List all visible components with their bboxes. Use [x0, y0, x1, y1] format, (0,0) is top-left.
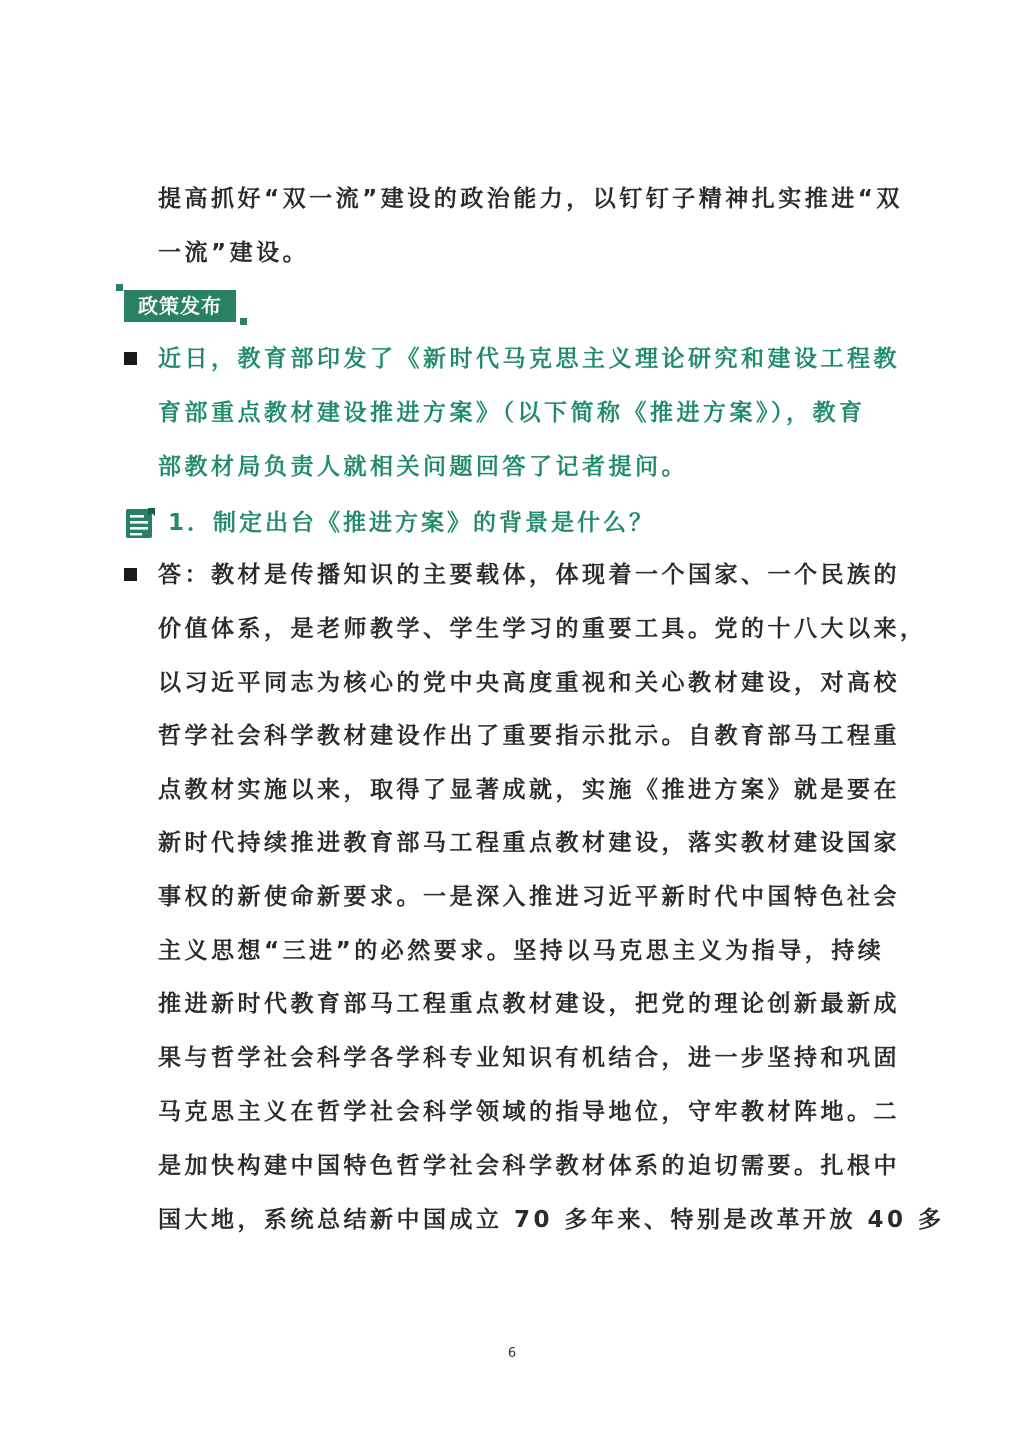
answer-line-6: 新时代持续推进教育部马工程重点教材建设，落实教材建设国家	[158, 830, 900, 856]
news-line-2: 育部重点教材建设推进方案》（以下简称《推进方案》），教育	[158, 400, 866, 426]
answer-line-2: 价值体系，是老师教学、学生学习的重要工具。党的十八大以来，	[158, 616, 927, 642]
answer-line-3: 以习近平同志为核心的党中央高度重视和关心教材建设，对高校	[158, 670, 900, 696]
news-line-1: 近日，教育部印发了《新时代马克思主义理论研究和建设工程教	[158, 346, 900, 372]
section-tag	[116, 284, 248, 326]
tag-corner-decoration	[116, 284, 123, 291]
page-number: 6	[507, 1346, 517, 1361]
answer-line-1: 答：教材是传播知识的主要载体，体现着一个国家、一个民族的	[158, 562, 900, 588]
answer-line-9: 推进新时代教育部马工程重点教材建设，把党的理论创新最新成	[158, 991, 900, 1017]
answer-line-12: 是加快构建中国特色哲学社会科学教材体系的迫切需要。扎根中	[158, 1153, 900, 1179]
intro-line-1: 提高抓好“双一流”建设的政治能力，以钉钉子精神扎实推进“双	[158, 186, 903, 212]
square-bullet-icon	[124, 568, 137, 581]
tag-corner-decoration	[240, 318, 247, 325]
section-tag-label: 政策发布	[124, 290, 236, 322]
answer-line-4: 哲学社会科学教材建设作出了重要指示批示。自教育部马工程重	[158, 723, 900, 749]
document-list-icon	[124, 506, 158, 540]
question-heading: 1．制定出台《推进方案》的背景是什么？	[168, 510, 656, 536]
answer-line-5: 点教材实施以来，取得了显著成就，实施《推进方案》就是要在	[158, 777, 900, 803]
square-bullet-icon	[124, 352, 137, 365]
news-line-3: 部教材局负责人就相关问题回答了记者提问。	[158, 454, 688, 480]
answer-line-7: 事权的新使命新要求。一是深入推进习近平新时代中国特色社会	[158, 884, 900, 910]
answer-line-8: 主义思想“三进”的必然要求。坚持以马克思主义为指导，持续	[158, 938, 885, 964]
answer-line-13: 国大地，系统总结新中国成立 70 多年来、特别是改革开放 40 多	[158, 1207, 945, 1233]
answer-line-10: 果与哲学社会科学各学科专业知识有机结合，进一步坚持和巩固	[158, 1045, 900, 1071]
answer-line-11: 马克思主义在哲学社会科学领域的指导地位，守牢教材阵地。二	[158, 1099, 900, 1125]
intro-line-2: 一流”建设。	[158, 240, 310, 266]
